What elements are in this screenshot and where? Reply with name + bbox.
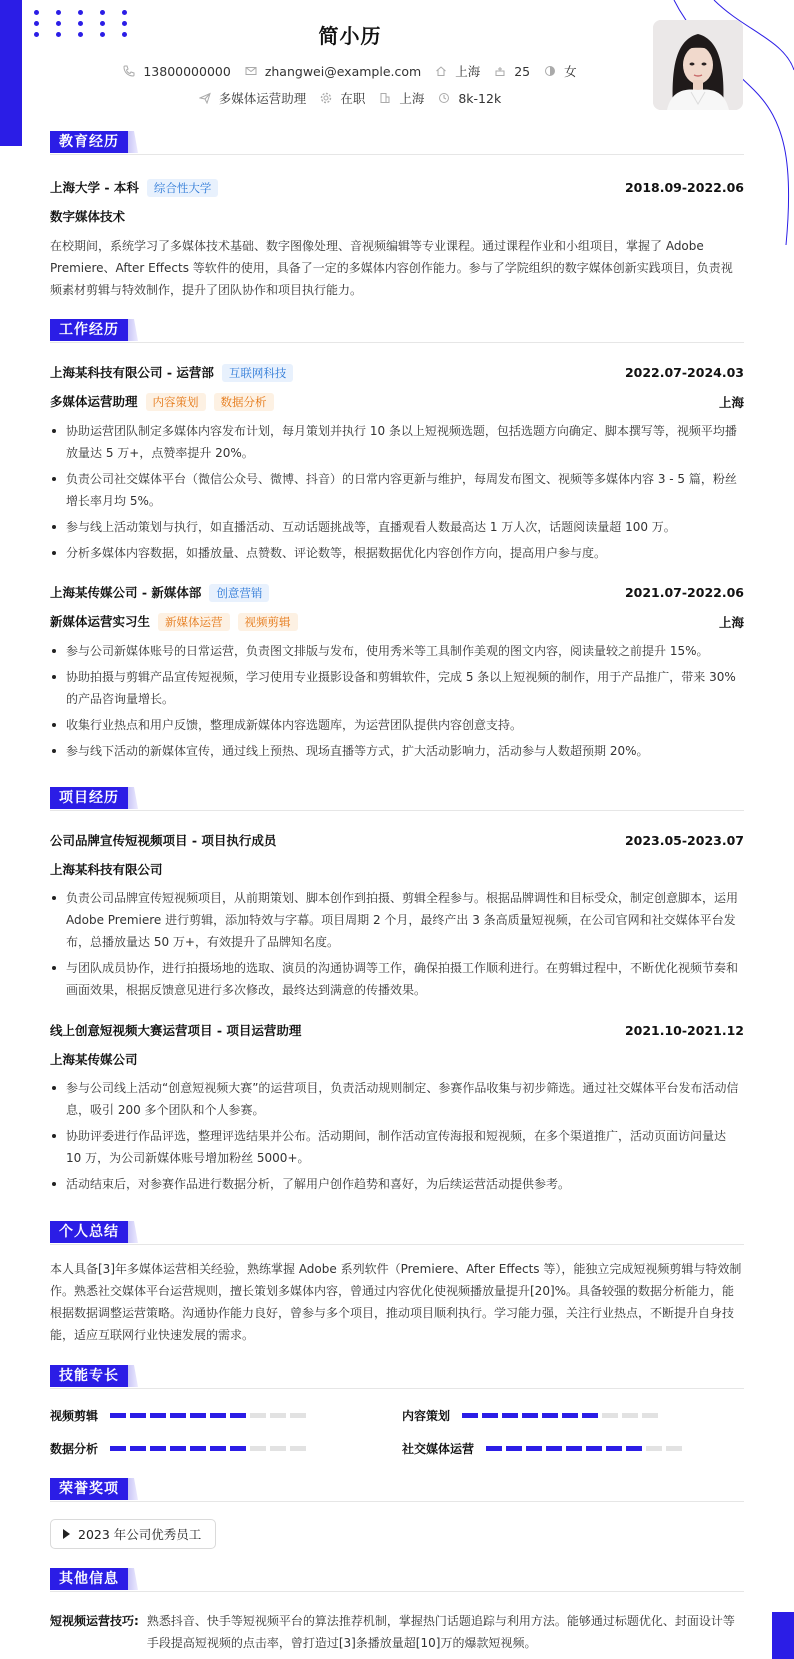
gear-icon [320,92,332,104]
list-item: 与团队成员协作，进行拍摄场地的选取、演员的沟通协调等工作，确保拍摄工作顺利进行。在剪辑过程中，不断优化视频节奏和画面效果，根据反馈意见进行多次修改，最终达到满意的传播效果。 [50,957,744,1001]
target-city-item: 上海 [379,89,424,107]
skill-segment [210,1413,226,1418]
skill-level-bar [486,1446,682,1451]
section-title: 其他信息 [50,1568,128,1590]
skill-name: 社交媒体运营 [402,1442,475,1456]
skill-name: 视频剪辑 [50,1409,99,1423]
skill-segment [170,1413,186,1418]
skill-level-bar [110,1446,306,1451]
company-tag: 互联网科技 [222,364,294,382]
city-item: 上海 [435,62,480,80]
skill-segment [606,1446,622,1451]
skills-section-header [50,1365,744,1389]
contact-row [0,62,700,80]
status-item: 在职 [320,89,365,107]
skill-segment [642,1413,658,1418]
role-tag: 数据分析 [214,393,274,411]
list-item: 分析多媒体内容数据，如播放量、点赞数、评论数等，根据数据优化内容创作方向，提高用户参与度。 [50,542,744,564]
skill-segment [190,1413,206,1418]
list-item: 参与线下活动的新媒体宣传，通过线上预热、现场直播等方式，扩大活动影响力，活动参与人数超预期 20%。 [50,740,744,762]
project-bullets-2 [50,1077,744,1199]
play-triangle-icon [63,1529,70,1539]
skill-segment [250,1446,266,1451]
phone-icon [123,65,135,77]
skill-segment [622,1413,638,1418]
send-icon [199,92,211,104]
skill-item [50,1440,306,1457]
projects-section-header [50,787,744,811]
project-org: 上海某科技有限公司 [50,862,163,877]
summary-text: 本人具备[3]年多媒体运营相关经验，熟练掌握 Adobe 系列软件（Premiere、After Effects 等），能独立完成短视频剪辑与特效制作。熟悉社交媒体平台运营规则，擅长策划多媒体内容，曾通过内容优化使视频播放量提升[20]%。具备较强的数据分析能力，能根据数据调整运营策略。沟通协作能力良好，曾参与多个项目，推动项目顺利执行。学习能力强，关注行业热点，不断提升自身技能，适应互联网行业快速发展的需求。 [50,1262,742,1342]
skill-segment [482,1413,498,1418]
skill-segment [230,1446,246,1451]
phone-item: 13800000000 [123,64,230,79]
project-title: 线上创意短视频大赛运营项目 - 项目运营助理 [50,1023,302,1038]
home-icon [435,65,447,77]
age-icon [494,65,506,77]
company-tag: 创意营销 [209,584,269,602]
project-org-2 [50,1050,744,1068]
skill-segment [130,1413,146,1418]
work-bullets-1 [50,420,744,568]
project-bullets-1 [50,887,744,1005]
gender-icon [544,65,556,77]
email-item: zhangwei@example.com [245,64,421,79]
company-name: 上海某科技有限公司 - 运营部 [50,365,214,380]
skill-segment [546,1446,562,1451]
list-item: 协助评委进行作品评选，整理评选结果并公布。活动期间，制作活动宣传海报和短视频，在多个渠道推广，活动页面访问量达 10 万，为公司新媒体账号增加粉丝 5000+。 [50,1125,744,1169]
skill-segment [270,1413,286,1418]
project-org-1 [50,860,744,878]
skill-segment [586,1446,602,1451]
work-entry-1 [50,363,744,382]
skill-level-bar [110,1413,306,1418]
skill-segment [526,1446,542,1451]
project-date: 2023.05-2023.07 [624,832,744,848]
skill-segment [110,1446,126,1451]
education-entry [50,178,744,197]
work-date: 2021.07-2022.06 [624,585,744,600]
work-bullets-2 [50,640,744,766]
skill-segment [290,1446,306,1451]
project-entry-2 [50,1021,744,1039]
work-section-header [50,319,744,343]
work-entry-2 [50,583,744,602]
other-value: 熟悉抖音、快手等短视频平台的算法推荐机制，掌握热门话题追踪与利用方法。能够通过标题优化、封面设计等手段提高短视频的点击率，曾打造过[3]条播放量超[10]万的爆款短视频。 [146,1614,735,1650]
project-title: 公司品牌宣传短视频项目 - 项目执行成员 [50,833,277,848]
other-key: 短视频运营技巧: [50,1614,139,1628]
skill-segment [150,1446,166,1451]
skill-segment [486,1446,502,1451]
section-title: 工作经历 [50,319,128,341]
work-location: 上海 [718,394,744,410]
other-section-header [50,1568,744,1592]
skill-name: 内容策划 [402,1409,451,1423]
skill-segment [582,1413,598,1418]
skill-segment [110,1413,126,1418]
role-name: 多媒体运营助理 [50,394,138,409]
skill-segment [150,1413,166,1418]
skill-segment [566,1446,582,1451]
other-info [50,1610,744,1654]
skill-item [50,1407,306,1424]
skill-level-bar [462,1413,658,1418]
skill-segment [270,1446,286,1451]
list-item: 参与公司新媒体账号的日常运营，负责图文排版与发布，使用秀米等工具制作美观的图文内容，阅读量较之前提升 15%。 [50,640,744,662]
skill-segment [506,1446,522,1451]
education-section-header [50,131,744,155]
role-name: 新媒体运营实习生 [50,614,151,629]
skill-segment [626,1446,642,1451]
education-description: 在校期间，系统学习了多媒体技术基础、数字图像处理、音视频编辑等专业课程。通过课程作业和小组项目，掌握了 Adobe Premiere、After Effects 等软件的使用，具备了一定的多媒体内容创作能力。参与了学院组织的数字媒体创新实践项目，负责视频素材剪辑与特效制作，提升了团队协作和项目执行能力。 [50,239,733,297]
section-title: 技能专长 [50,1365,128,1387]
skill-segment [462,1413,478,1418]
job-title-item: 多媒体运营助理 [199,89,307,107]
awards-section-header [50,1478,744,1502]
project-org: 上海某传媒公司 [50,1052,138,1067]
section-title: 个人总结 [50,1221,128,1243]
gender-item: 女 [544,62,577,80]
skill-segment [130,1446,146,1451]
salary-item: 8k-12k [438,91,501,106]
skill-segment [190,1446,206,1451]
candidate-name: 简小历 [318,24,382,48]
list-item: 协助运营团队制定多媒体内容发布计划，每月策划并执行 10 条以上短视频选题，包括选题方向确定、脚本撰写等，视频平均播放量达 5 万+，点赞率提升 20%。 [50,420,744,464]
resume-header [0,0,794,130]
project-entry-1 [50,831,744,849]
portrait-image [653,20,743,110]
list-item: 收集行业热点和用户反馈，整理成新媒体内容选题库，为运营团队提供内容创意支持。 [50,714,744,736]
list-item: 活动结束后，对参赛作品进行数据分析，了解用户创作趋势和喜好，为后续运营活动提供参考。 [50,1173,744,1195]
skill-segment [666,1446,682,1451]
education-date: 2018.09-2022.06 [624,180,744,195]
school-tag: 综合性大学 [147,179,219,197]
list-item: 参与公司线上活动“创意短视频大赛”的运营项目，负责活动规则制定、参赛作品收集与初步筛选。通过社交媒体平台发布活动信息，吸引 200 多个团队和个人参赛。 [50,1077,744,1121]
company-name: 上海某传媒公司 - 新媒体部 [50,585,202,600]
work-location: 上海 [718,614,744,630]
major-line [50,207,744,225]
skill-segment [210,1446,226,1451]
school-name: 上海大学 - 本科 [50,180,139,195]
skill-name: 数据分析 [50,1442,99,1456]
summary-section-header [50,1221,744,1245]
work-role-2 [50,612,744,631]
list-item: 负责公司品牌宣传短视频项目，从前期策划、脚本创作到拍摄、剪辑全程参与。根据品牌调性和目标受众，制定创意脚本，运用 Adobe Premiere 进行剪辑，添加特效与字幕。项目周期 2 个月，最终产出 3 条高质量短视频，在公司官网和社交媒体平台发布，总播放量达 50 万+，有效提升了品牌知名度。 [50,887,744,953]
list-item: 协助拍摄与剪辑产品宣传短视频，学习使用专业摄影设备和剪辑软件，完成 5 条以上短视频的制作，用于产品推广，带来 30% 的产品咨询量增长。 [50,666,744,710]
skill-segment [502,1413,518,1418]
right-accent-bar [772,1612,794,1659]
role-tag: 视频剪辑 [238,613,298,631]
role-tag: 内容策划 [146,393,206,411]
avatar [653,20,743,110]
section-title: 荣誉奖项 [50,1478,128,1500]
building-icon [379,92,391,104]
award-name: 2023 年公司优秀员工 [78,1527,202,1542]
section-title: 教育经历 [50,131,128,153]
project-date: 2021.10-2021.12 [624,1022,744,1038]
skill-item [402,1440,682,1457]
skill-segment [542,1413,558,1418]
skill-segment [290,1413,306,1418]
skill-segment [562,1413,578,1418]
section-title: 项目经历 [50,787,128,809]
skill-segment [170,1446,186,1451]
major: 数字媒体技术 [50,209,126,224]
clock-icon [438,92,450,104]
work-date: 2022.07-2024.03 [624,365,744,380]
skill-item [402,1407,658,1424]
list-item: 负责公司社交媒体平台（微信公众号、微博、抖音）的日常内容更新与维护，每周发布图文、视频等多媒体内容 3 - 5 篇，粉丝增长率月均 5%。 [50,468,744,512]
job-intent-row [0,89,700,107]
skill-segment [522,1413,538,1418]
skill-segment [602,1413,618,1418]
role-tag: 新媒体运营 [158,613,230,631]
skill-segment [646,1446,662,1451]
award-item [50,1519,216,1549]
mail-icon [245,65,257,77]
skill-segment [230,1413,246,1418]
age-item: 25 [494,64,530,79]
work-role-1 [50,392,744,411]
skill-segment [250,1413,266,1418]
list-item: 参与线上活动策划与执行，如直播活动、互动话题挑战等，直播观看人数最高达 1 万人次，话题阅读量超 100 万。 [50,516,744,538]
